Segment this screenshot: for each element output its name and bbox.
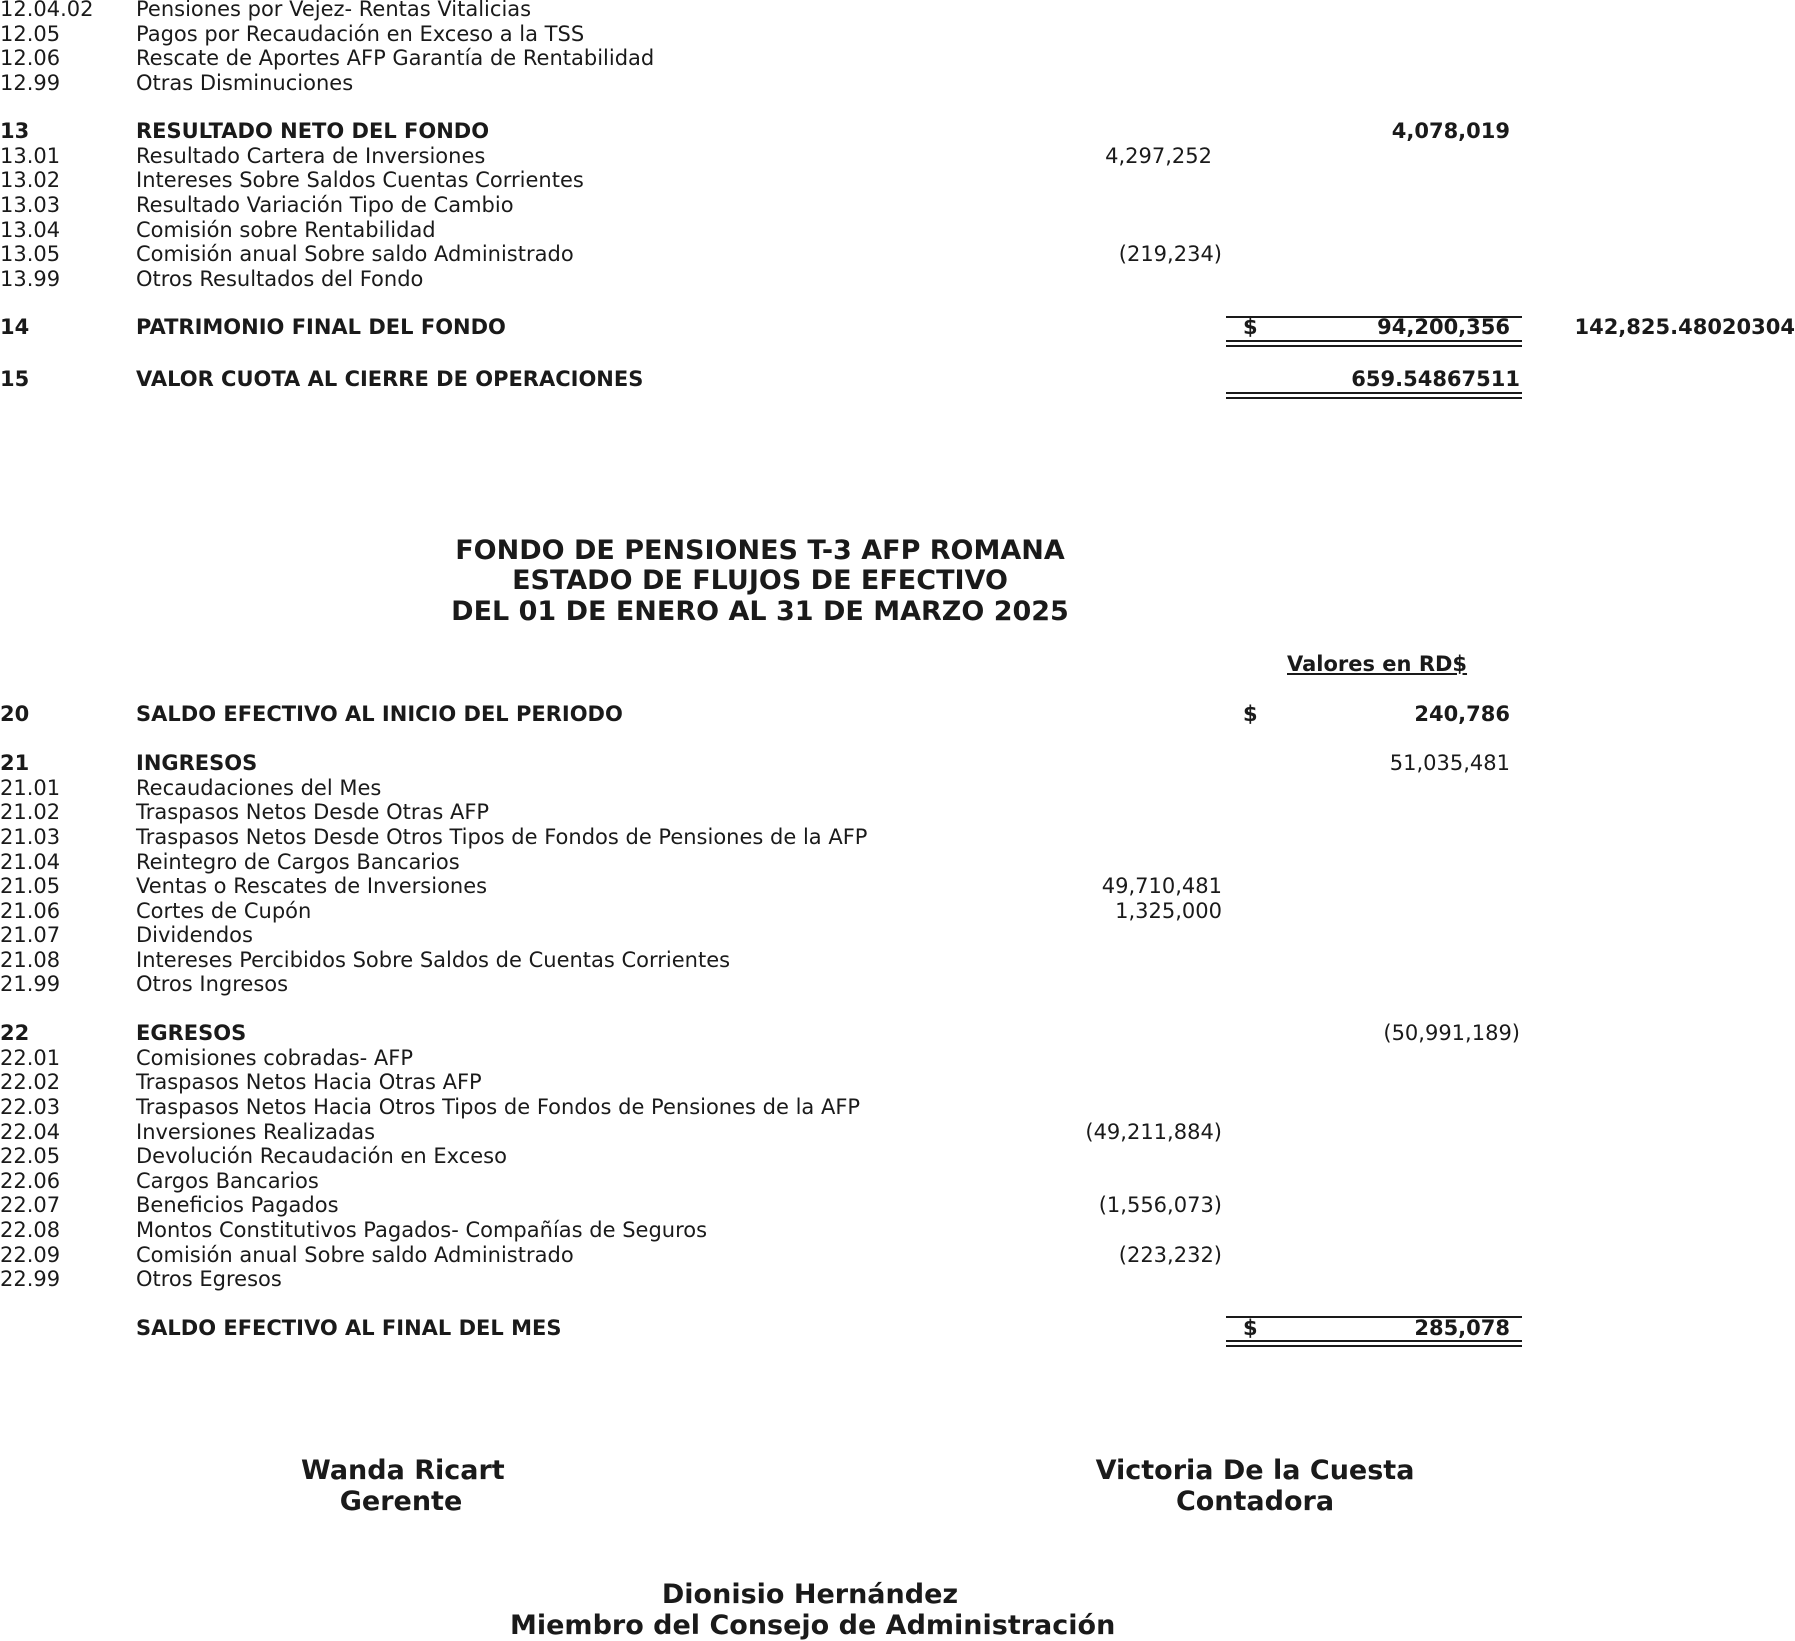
line-item	[0, 1267, 1795, 1292]
units-label: Valores en RD$	[1287, 652, 1468, 676]
line-item	[0, 1243, 1795, 1268]
line-item	[0, 193, 1795, 218]
signature-block-gerente	[301, 1455, 505, 1517]
line-code: 22.04	[0, 1120, 61, 1144]
line-label: Traspasos Netos Desde Otras AFP	[136, 800, 490, 824]
saldo-final-value: 285,078	[1414, 1316, 1510, 1340]
line-item	[0, 22, 1795, 47]
line-code: 21.07	[0, 923, 61, 947]
section-header-egresos	[0, 1021, 1795, 1046]
line-label: Otros Ingresos	[136, 972, 289, 996]
valor-cuota-value: 659.54867511	[1351, 367, 1520, 391]
currency-symbol: $	[1243, 315, 1258, 339]
line-code: 21.01	[0, 776, 61, 800]
line-code: 22.08	[0, 1218, 61, 1242]
report-subtitle: ESTADO DE FLUJOS DE EFECTIVO	[512, 565, 1008, 596]
section-total: 51,035,481	[1389, 751, 1510, 775]
line-label: Pagos por Recaudación en Exceso a la TSS	[136, 22, 585, 46]
line-code: 22.02	[0, 1070, 61, 1094]
line-label: Cortes de Cupón	[136, 899, 312, 923]
report-period: DEL 01 DE ENERO AL 31 DE MARZO 2025	[451, 596, 1069, 627]
line-item	[0, 1169, 1795, 1194]
line-item	[0, 242, 1795, 267]
line-item	[0, 218, 1795, 243]
line-code: 12.04.02	[0, 0, 94, 21]
line-label: Intereses Percibidos Sobre Saldos de Cuentas Corrientes	[136, 948, 731, 972]
line-code: 13.01	[0, 144, 61, 168]
line-label: Comisiones cobradas- AFP	[136, 1046, 413, 1070]
line-code: 13.05	[0, 242, 61, 266]
line-item	[0, 46, 1795, 71]
line-code: 13.03	[0, 193, 61, 217]
signatory-name: Dionisio Hernández	[661, 1579, 959, 1610]
line-code: 21.05	[0, 874, 61, 898]
report-title: FONDO DE PENSIONES T-3 AFP ROMANA	[455, 535, 1065, 566]
line-item	[0, 923, 1795, 948]
line-item	[0, 1193, 1795, 1218]
saldo-final-row	[0, 1316, 1795, 1341]
line-code: 14	[0, 315, 30, 339]
line-item	[0, 1218, 1795, 1243]
line-code: 13.02	[0, 168, 61, 192]
line-code: 12.05	[0, 22, 61, 46]
line-label: Ventas o Rescates de Inversiones	[136, 874, 488, 898]
line-label: Cargos Bancarios	[136, 1169, 319, 1193]
line-label: Rescate de Aportes AFP Garantía de Rentabilidad	[136, 46, 655, 70]
line-item	[0, 0, 1795, 22]
line-label: Traspasos Netos Hacia Otras AFP	[136, 1070, 482, 1094]
line-item	[0, 874, 1795, 899]
line-label: Comisión anual Sobre saldo Administrado	[136, 242, 574, 266]
line-label: Resultado Variación Tipo de Cambio	[136, 193, 514, 217]
line-code: 22.09	[0, 1243, 61, 1267]
line-label: Pensiones por Vejez- Rentas Vitalicias	[136, 0, 532, 21]
currency-symbol: $	[1243, 702, 1258, 726]
signatory-role: Gerente	[339, 1486, 463, 1517]
saldo-inicio-value: 240,786	[1414, 702, 1510, 726]
total-double-rule	[1226, 1340, 1522, 1347]
section-total: 4,078,019	[1391, 119, 1510, 143]
line-code: 22.01	[0, 1046, 61, 1070]
line-code: 21.03	[0, 825, 61, 849]
section-code: 21	[0, 751, 30, 775]
line-item	[0, 71, 1795, 96]
line-item	[0, 1095, 1795, 1120]
line-label: Beneficios Pagados	[136, 1193, 339, 1217]
line-code: 21.02	[0, 800, 61, 824]
line-code: 12.99	[0, 71, 61, 95]
section-label: EGRESOS	[136, 1021, 247, 1045]
line-label: Traspasos Netos Desde Otros Tipos de Fondos de Pensiones de la AFP	[136, 825, 868, 849]
line-code: 21.08	[0, 948, 61, 972]
line-value: (49,211,884)	[1085, 1120, 1222, 1144]
line-label: Intereses Sobre Saldos Cuentas Corrientes	[136, 168, 584, 192]
line-code: 15	[0, 367, 30, 391]
line-label: Otros Resultados del Fondo	[136, 267, 424, 291]
line-value: 1,325,000	[1115, 899, 1222, 923]
line-code: 12.06	[0, 46, 61, 70]
line-item	[0, 899, 1795, 924]
line-code: 20	[0, 702, 30, 726]
signatory-name: Wanda Ricart	[301, 1455, 505, 1486]
section-total: (50,991,189)	[1383, 1021, 1520, 1045]
line-label: Comisión sobre Rentabilidad	[136, 218, 436, 242]
line-label: Traspasos Netos Hacia Otros Tipos de Fondos de Pensiones de la AFP	[136, 1095, 861, 1119]
line-code: 21.99	[0, 972, 61, 996]
line-item	[0, 1046, 1795, 1071]
line-value: (1,556,073)	[1098, 1193, 1222, 1217]
patrimonio-extra: 142,825.48020304	[1574, 315, 1795, 339]
line-label: Dividendos	[136, 923, 253, 947]
line-code: 13.99	[0, 267, 61, 291]
line-item	[0, 800, 1795, 825]
line-item	[0, 972, 1795, 997]
line-label: Reintegro de Cargos Bancarios	[136, 850, 460, 874]
line-code: 22.06	[0, 1169, 61, 1193]
line-item	[0, 144, 1795, 169]
line-item	[0, 948, 1795, 973]
line-label: Recaudaciones del Mes	[136, 776, 382, 800]
line-item	[0, 850, 1795, 875]
line-code: 22.99	[0, 1267, 61, 1291]
line-item	[0, 825, 1795, 850]
line-label: SALDO EFECTIVO AL FINAL DEL MES	[136, 1316, 562, 1340]
section-header-resultado	[0, 119, 1795, 144]
line-value: (223,232)	[1118, 1243, 1222, 1267]
line-value: 4,297,252	[1105, 144, 1212, 168]
line-label: VALOR CUOTA AL CIERRE DE OPERACIONES	[136, 367, 644, 391]
signatory-role: Miembro del Consejo de Administración	[510, 1610, 1116, 1641]
saldo-inicio-row	[0, 702, 1795, 727]
patrimonio-value: 94,200,356	[1377, 315, 1510, 339]
section-code: 13	[0, 119, 30, 143]
section-code: 22	[0, 1021, 30, 1045]
line-label: Resultado Cartera de Inversiones	[136, 144, 486, 168]
section-header-ingresos	[0, 751, 1795, 776]
line-value: (219,234)	[1118, 242, 1222, 266]
section-label: INGRESOS	[136, 751, 258, 775]
line-code: 21.06	[0, 899, 61, 923]
line-label: Otras Disminuciones	[136, 71, 354, 95]
valor-cuota-row	[0, 367, 1795, 392]
line-item	[0, 776, 1795, 801]
signature-block-contadora	[1095, 1455, 1415, 1517]
line-item	[0, 1070, 1795, 1095]
line-code: 21.04	[0, 850, 61, 874]
line-label: Montos Constitutivos Pagados- Compañías de Seguros	[136, 1218, 708, 1242]
line-label: Devolución Recaudación en Exceso	[136, 1144, 507, 1168]
total-double-rule	[1226, 392, 1522, 399]
line-label: Comisión anual Sobre saldo Administrado	[136, 1243, 574, 1267]
line-label: Otros Egresos	[136, 1267, 282, 1291]
line-code: 22.05	[0, 1144, 61, 1168]
line-label: PATRIMONIO FINAL DEL FONDO	[136, 315, 506, 339]
line-item	[0, 267, 1795, 292]
total-double-rule	[1226, 340, 1522, 347]
signatory-role: Contadora	[1175, 1486, 1335, 1517]
signature-block-consejo	[510, 1579, 1116, 1641]
signatory-name: Victoria De la Cuesta	[1095, 1455, 1415, 1486]
line-item	[0, 168, 1795, 193]
line-code: 22.03	[0, 1095, 61, 1119]
line-code: 22.07	[0, 1193, 61, 1217]
patrimonio-row	[0, 315, 1795, 340]
line-label: SALDO EFECTIVO AL INICIO DEL PERIODO	[136, 702, 623, 726]
line-item	[0, 1144, 1795, 1169]
line-item	[0, 1120, 1795, 1145]
line-code: 13.04	[0, 218, 61, 242]
line-label: Inversiones Realizadas	[136, 1120, 376, 1144]
section-label: RESULTADO NETO DEL FONDO	[136, 119, 490, 143]
line-value: 49,710,481	[1101, 874, 1222, 898]
currency-symbol: $	[1243, 1316, 1258, 1340]
